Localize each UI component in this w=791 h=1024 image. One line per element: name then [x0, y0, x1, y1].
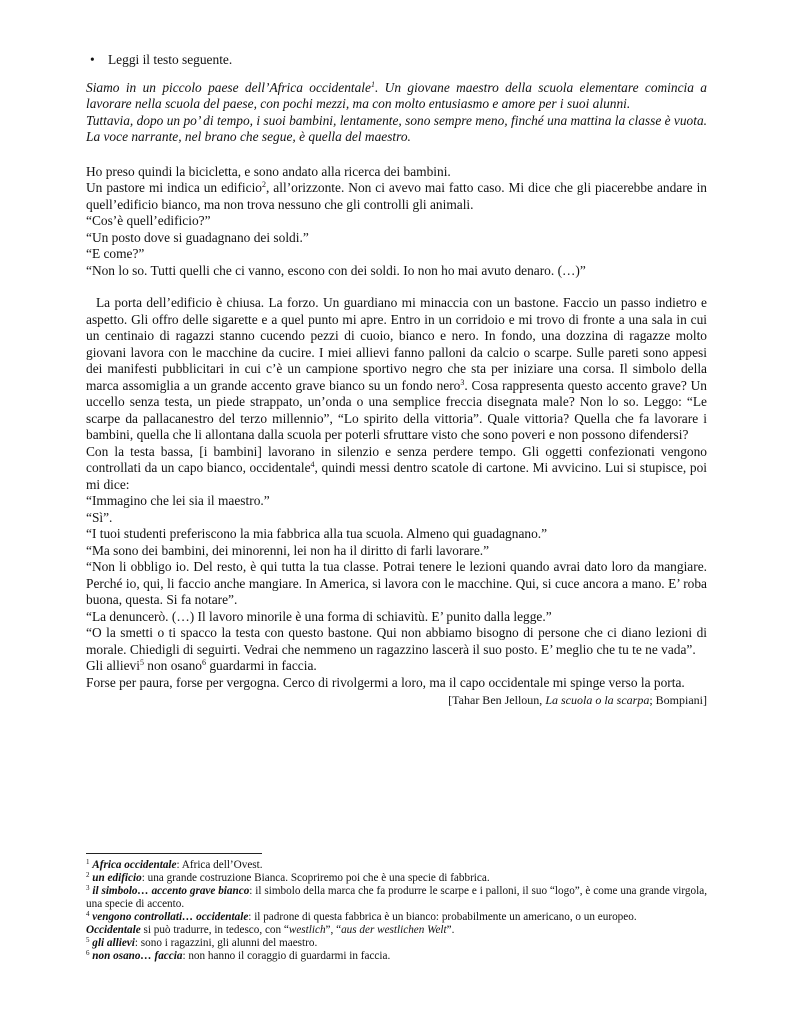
- dialogue-line: “Cos’è quell’edificio?”: [86, 213, 211, 228]
- text-paragraph: Con la testa bassa, [i bambini] lavorano in silenzio e senza perdere tempo. Gli oggetti confezionati vengono controllati da un capo bianco, occidentale$^4$, quindi messi dentro scatole di cartone. Mi avvicino. Lui si stupisce, poi mi dice:: [86, 443, 707, 492]
- footnote-ref: 1: [370, 79, 375, 89]
- footnote-ref: 6: [201, 658, 206, 667]
- text-paragraph: La porta dell’edificio è chiusa. La forzo. Un guardiano mi minaccia con un bastone. Faccio un passo indietro e aspetto. Gli offro delle sigarette e a quel punto mi apre. Entro in un corridoio e mi trovo di fronte a una sala in cui un centinaio di ragazzi stanno cucendo pezzi di cuoio, bianco e nero. In fondo, una dozzina di ragazze molto giovani lavora con le macchine da cucire. I miei allievi fanno palloni da calcio o scarpe. Sulle pareti sono appesi dei manifesti pubblicitari in cui c’è un campione sportivo negro che sta per iniziare una corsa. Il simbolo della marca assomiglia a un grande accento grave bianco su un fondo nero$^3$. Cosa rappresenta questo accento grave? Un uccello senza testa, un piede strappato, un’onda o una semplice freccia disegnata male? Non lo so. Leggo: “Le scarpe da pallacanestro del terzo millennio”, “Lo spirito della vittoria”. Quale vittoria? Quella che fa lavorare i bambini, quella che li allontana dalla scuola per poterli sfruttare visto che sono poveri e non possono difendersi?: [86, 295, 707, 442]
- footnote: $^4$ vengono controllati… occidentale: il padrone di questa fabbrica è un bianco: probabilmente un americano, o un europeo. Occidentale si può tradurre, in tedesco, con “westlich”, “aus der westlichen Welt”.: [86, 910, 637, 936]
- footnote-ref: 2: [262, 180, 266, 189]
- footnote: $^1$ Africa occidentale: Africa dell’Ovest.: [86, 858, 263, 871]
- dialogue-line: “E come?”: [86, 246, 145, 261]
- footnotes: [86, 859, 707, 963]
- footnote: $^6$ non osano… faccia: non hanno il coraggio di guardarmi in faccia.: [86, 949, 391, 962]
- dialogue-line: “La denuncerò. (…) Il lavoro minorile è una forma di schiavitù. E’ punito dalla legge.”: [86, 608, 552, 624]
- dialogue-line: “I tuoi studenti preferiscono la mia fabbrica alla tua scuola. Almeno qui guadagnano.”: [86, 526, 548, 541]
- text-line: Gli allievi$^5$ non osano$^6$ guardarmi in faccia.: [86, 658, 317, 673]
- footnote-ref: 4: [310, 460, 315, 469]
- dialogue-line: “Immagino che lei sia il maestro.”: [86, 493, 270, 508]
- dialogue-line: “Non lo so. Tutti quelli che ci vanno, escono con dei soldi. Io non ho mai avuto denaro. (…)”: [86, 262, 586, 278]
- dialogue-line: “Ma sono dei bambini, dei minorenni, lei non ha il diritto di farli lavorare.”: [86, 542, 490, 558]
- instruction-text: Leggi il testo seguente.: [108, 52, 233, 67]
- footnote-ref: 3: [460, 377, 465, 387]
- footnote-divider: [86, 853, 262, 854]
- source-citation: [Tahar Ben Jelloun, La scuola o la scarpa; Bompiani]: [448, 693, 707, 707]
- dialogue-line: “Un posto dove si guadagnano dei soldi.”: [86, 229, 309, 245]
- intro-block: [86, 80, 707, 146]
- footnote: $^2$ un edificio: una grande costruzione Bianca. Scopriremo poi che è una specie di fabbrica.: [86, 871, 490, 884]
- text-line: Un pastore mi indica un edificio$^2$, all’orizzonte. Non ci avevo mai fatto caso. Mi dice che gli piacerebbe andare in quell’edificio bianco, ma non trova nessuno che gli controlli gli animali.: [86, 180, 708, 212]
- dialogue-line: “Non li obbligo io. Del resto, è qui tutta la tua classe. Potrai tenere le lezioni quando avrai dato loro da mangiare. Perché io, qui, li faccio anche mangiare. In America, si lavora con le macchine. Qui, si cuce ancora a mano. E’ roba buona, questa. Si fa notare”.: [86, 559, 707, 607]
- footnote: $^3$ il simbolo… accento grave bianco: il simbolo della marca che fa produrre le scarpe e i palloni, il suo “logo”, è come una grande virgola, una specie di accento.: [86, 884, 707, 910]
- footnote-ref: 5: [139, 658, 144, 667]
- text-line: Ho preso quindi la bicicletta, e sono andato alla ricerca dei bambini.: [86, 163, 451, 179]
- text-line: Forse per paura, forse per vergogna. Cerco di rivolgermi a loro, ma il capo occidentale mi spinge verso la porta.: [86, 674, 685, 690]
- dialogue-line: “O la smetti o ti spacco la testa con questo bastone. Qui non abbiamo bisogno di persone che ci diano lezioni di morale. Chiedigli di seguirti. Vedrai che nemmeno un ragazzino lascerà il suo posto. E’ meglio che tu te ne vada”.: [86, 625, 707, 657]
- intro-paragraph-1: Siamo in un piccolo paese dell’Africa occidentale$^1$. Un giovane maestro della scuola elementare comincia a lavorare nella scuola del paese, con pochi mezzi, ma con molto entusiasmo e amore per i suoi alunni.: [86, 79, 707, 111]
- intro-paragraph-2: Tuttavia, dopo un po’ di tempo, i suoi bambini, lentamente, sono sempre meno, finché una mattina la classe è vuota. La voce narrante, nel brano che segue, è quella del maestro.: [86, 112, 707, 144]
- document-page: [86, 52, 707, 709]
- footnote: $^5$ gli allievi: sono i ragazzini, gli alunni del maestro.: [86, 936, 318, 949]
- instruction-bullet: [90, 52, 707, 69]
- dialogue-line: “Sì”.: [86, 509, 113, 525]
- story-text: [86, 164, 707, 692]
- bullet-icon: •: [90, 52, 95, 67]
